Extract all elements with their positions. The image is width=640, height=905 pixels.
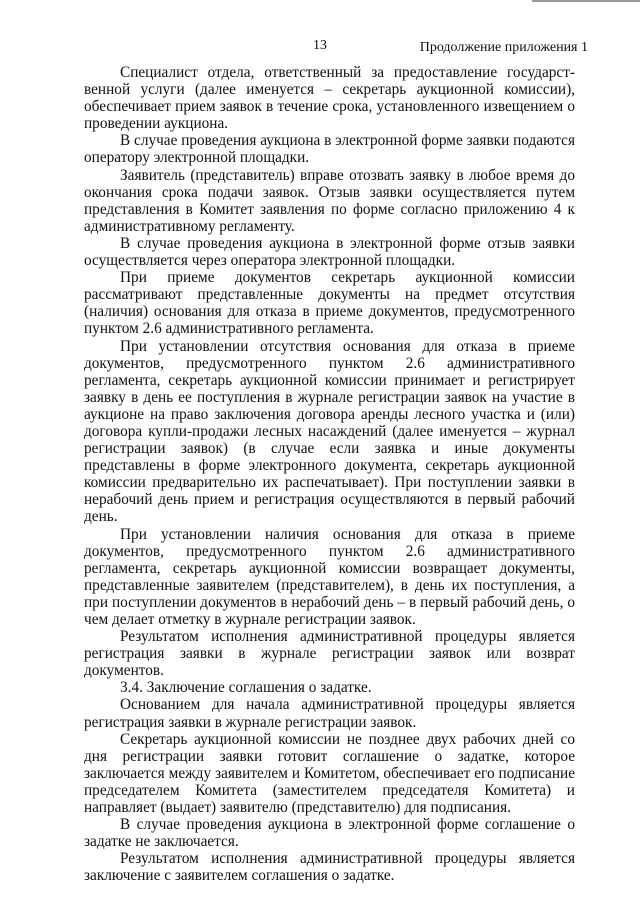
paragraph: При приеме документов секретарь аукционной комиссии рассматривают представленные документы на предмет отсутствия (наличия) основания для отказа в приеме документов, предусмотренного пунктом 2.6 административного регламента.: [84, 269, 575, 338]
section-heading: 3.4. Заключение соглашения о задатке.: [120, 679, 372, 697]
document-body: [84, 64, 575, 885]
appendix-continuation-label: Продолжение приложения 1: [419, 40, 588, 55]
page-number: 13: [313, 38, 327, 53]
paragraph: При установлении отсутствия основания для отказа в приеме документов, предусмотренного пунктом 2.6 административного регламента, секретарь аукционной комиссии принимает и регистрирует заявку в день ее поступления в журнале регистрации заявок на участие в аукционе на право заключения договора аренды лесного участка и (или) договора купли-продажи лесных насаждений (далее именуется – журнал регистрации заявок) (в случае если заявка и иные документы представлены в форме электронного документа, секретарь аукционной комиссии предварительно их распечатывает). При поступлении заявки в нерабочий день прием и регистрация осуществляются в первый рабочий день.: [84, 337, 575, 526]
paragraph: При установлении наличия основания для отказа в приеме документов, предусмотренного пунктом 2.6 административного регламента, секретарь аукционной комиссии возвращает документы, представленные заявителем (представителем), в день их поступления, а при поступлении документов в нерабочий день – в первый рабочий день, о чем делает отметку в журнале регистрации заявок.: [84, 525, 575, 628]
paragraph: Заявитель (представитель) вправе отозвать заявку в любое время до окончания срока подачи заявок. Отзыв заявки осуществляется путем представления в Комитет заявления по форме согласно приложению 4 к административному регламенту.: [84, 166, 575, 235]
paragraph: Секретарь аукционной комиссии не позднее двух рабочих дней со дня регистрации заявки готовит соглашение о задатке, которое заключается между заявителем и Комитетом, обеспечивает его подписание председателем Комитета (заместителем председателя Комитета) и направляет (выдает) заявителю (представителю) для подписания.: [84, 730, 575, 817]
paragraph: В случае проведения аукциона в электронной форме заявки подаются оператору электронной площадки.: [84, 132, 575, 167]
paragraph: В случае проведения аукциона в электронной форме отзыв заявки осуществляется через оператора электронной площадки.: [84, 234, 575, 270]
paragraph: Основанием для начала административной процедуры является регистрация заявки в журнале регистрации заявок.: [84, 696, 575, 731]
paragraph: Специалист отдела, ответственный за предоставление государст-венной услуги (далее именуется – секретарь аукционной комиссии), обеспечивает прием заявок в течение срока, установленного извещением о проведении аукциона.: [84, 64, 575, 133]
paragraph: Результатом исполнения административной процедуры является регистрация заявки в журнале регистрации заявок или возврат документов.: [84, 628, 575, 680]
paragraph: В случае проведения аукциона в электронной форме соглашение о задатке не заключается.: [84, 816, 575, 851]
scan-edge-line: [532, 0, 640, 2]
paragraph: Результатом исполнения административной процедуры является заключение с заявителем соглашения о задатке.: [84, 850, 575, 885]
